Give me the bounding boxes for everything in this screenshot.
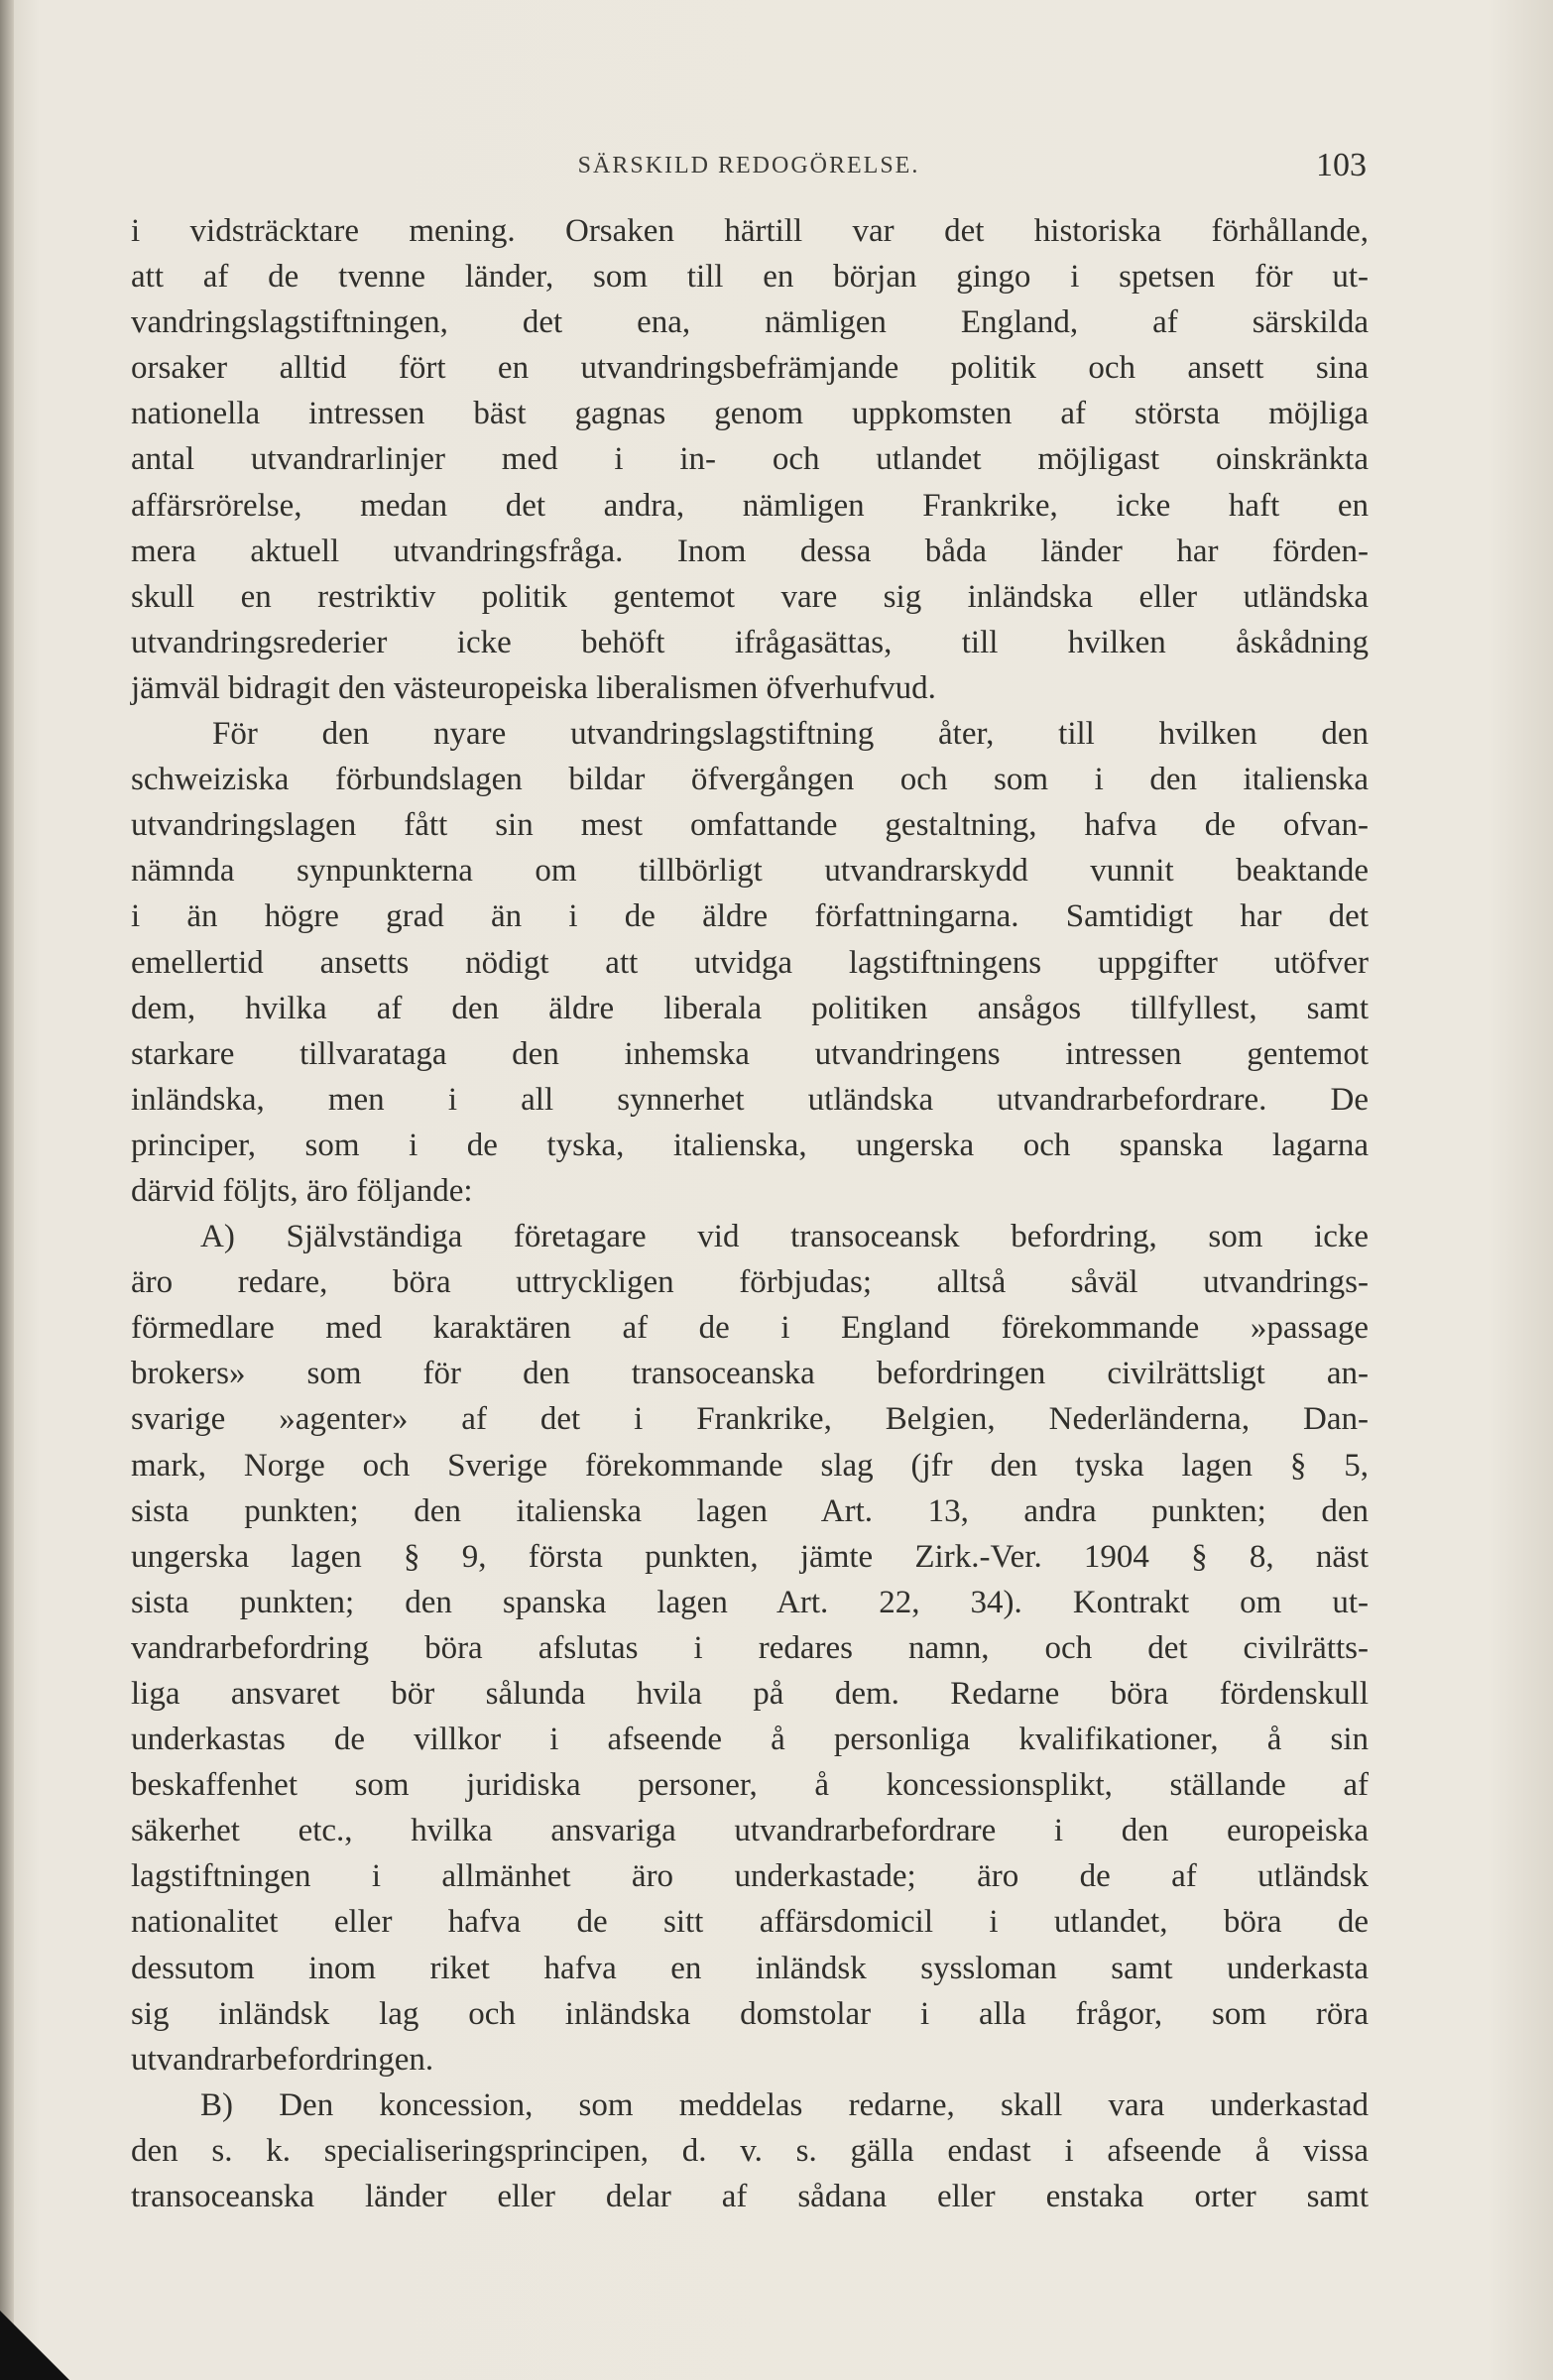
text-line: liga ansvaret bör sålunda hvila på dem. Redarne böra fördenskull bbox=[131, 1676, 1369, 1712]
text-line: ungerska lagen § 9, första punkten, jämte Zirk.-Ver. 1904 § 8, näst bbox=[131, 1538, 1369, 1575]
text-line: äro redare, böra uttryckligen förbjudas; alltså såväl utvandrings- bbox=[131, 1264, 1369, 1301]
corner-mark bbox=[0, 2311, 69, 2380]
text-line: dem, hvilka af den äldre liberala politiken ansågos tillfyllest, samt bbox=[131, 990, 1369, 1026]
binding-edge bbox=[0, 0, 14, 2380]
page-header bbox=[131, 147, 1367, 186]
text-line: i än högre grad än i de äldre författningarna. Samtidigt har det bbox=[131, 898, 1369, 935]
text-line: i vidsträcktare mening. Orsaken härtill var det historiska förhållande, bbox=[131, 213, 1369, 249]
text-line: mera aktuell utvandringsfråga. Inom dessa båda länder har förden- bbox=[131, 533, 1369, 569]
text-line: sista punkten; den spanska lagen Art. 22, 34). Kontrakt om ut- bbox=[131, 1584, 1369, 1620]
text-line: inländska, men i all synnerhet utländska utvandrarbefordrare. De bbox=[131, 1081, 1369, 1118]
text-line: svarige »agenter» af det i Frankrike, Belgien, Nederländerna, Dan- bbox=[131, 1401, 1369, 1438]
text-line: orsaker alltid fört en utvandringsbefrämjande politik och ansett sina bbox=[131, 350, 1369, 387]
text-line: lagstiftningen i allmänhet äro underkastade; äro de af utländsk bbox=[131, 1858, 1369, 1895]
text-line: beskaffenhet som juridiska personer, å koncessionsplikt, ställande af bbox=[131, 1767, 1369, 1804]
text-line: sista punkten; den italienska lagen Art. 13, andra punkten; den bbox=[131, 1492, 1369, 1529]
text-line: jämväl bidragit den västeuropeiska liberalismen öfverhufvud. bbox=[131, 669, 936, 706]
text-line: schweiziska förbundslagen bildar öfvergången och som i den italienska bbox=[131, 762, 1369, 798]
text-line: sig inländsk lag och inländska domstolar i alla frågor, som röra bbox=[131, 1995, 1369, 2032]
text-line: nationella intressen bäst gagnas genom uppkomsten af största möjliga bbox=[131, 396, 1369, 432]
text-line: transoceanska länder eller delar af sådana eller enstaka orter samt bbox=[131, 2179, 1369, 2215]
text-line: A) Självständiga företagare vid transoceansk befordring, som icke bbox=[200, 1219, 1369, 1255]
text-line: den s. k. specialiseringsprincipen, d. v. s. gälla endast i afseende å vissa bbox=[131, 2132, 1369, 2169]
text-line: dessutom inom riket hafva en inländsk syssloman samt underkasta bbox=[131, 1950, 1369, 1986]
running-title: SÄRSKILD REDOGÖRELSE. bbox=[577, 153, 920, 178]
body-text bbox=[131, 208, 1369, 2219]
text-line: utvandringslagen fått sin mest omfattande gestaltning, hafva de ofvan- bbox=[131, 807, 1369, 844]
text-line: att af de tvenne länder, som till en början gingo i spetsen för ut- bbox=[131, 259, 1369, 296]
text-line: mark, Norge och Sverige förekommande slag (jfr den tyska lagen § 5, bbox=[131, 1447, 1369, 1484]
text-line: skull en restriktiv politik gentemot vare sig inländska eller utländska bbox=[131, 578, 1369, 615]
text-line: starkare tillvarataga den inhemska utvandringens intressen gentemot bbox=[131, 1035, 1369, 1072]
text-line: emellertid ansetts nödigt att utvidga lagstiftningens uppgifter utöfver bbox=[131, 944, 1369, 981]
text-line: nämnda synpunkterna om tillbörligt utvandrarskydd vunnit beaktande bbox=[131, 853, 1369, 890]
text-line: brokers» som för den transoceanska befordringen civilrättsligt an- bbox=[131, 1356, 1369, 1392]
text-line: B) Den koncession, som meddelas redarne, skall vara underkastad bbox=[200, 2086, 1369, 2123]
text-line: säkerhet etc., hvilka ansvariga utvandrarbefordrare i den europeiska bbox=[131, 1813, 1369, 1849]
text-line: nationalitet eller hafva de sitt affärsdomicil i utlandet, böra de bbox=[131, 1904, 1369, 1941]
text-line: utvandringsrederier icke behöft ifrågasättas, till hvilken åskådning bbox=[131, 624, 1369, 660]
page-number: 103 bbox=[1316, 147, 1367, 183]
text-line: För den nyare utvandringslagstiftning åter, till hvilken den bbox=[212, 716, 1369, 753]
text-line: underkastas de villkor i afseende å personliga kvalifikationer, å sin bbox=[131, 1722, 1369, 1758]
text-line: förmedlare med karaktären af de i England förekommande »passage bbox=[131, 1310, 1369, 1347]
text-line: vandrarbefordring böra afslutas i redares namn, och det civilrätts- bbox=[131, 1629, 1369, 1666]
text-line: därvid följts, äro följande: bbox=[131, 1172, 473, 1209]
text-line: affärsrörelse, medan det andra, nämligen Frankrike, icke haft en bbox=[131, 487, 1369, 524]
text-line: principer, som i de tyska, italienska, ungerska och spanska lagarna bbox=[131, 1127, 1369, 1163]
text-line: utvandrarbefordringen. bbox=[131, 2041, 434, 2078]
text-line: vandringslagstiftningen, det ena, nämligen England, af särskilda bbox=[131, 304, 1369, 341]
text-line: antal utvandrarlinjer med i in- och utlandet möjligast oinskränkta bbox=[131, 441, 1369, 478]
